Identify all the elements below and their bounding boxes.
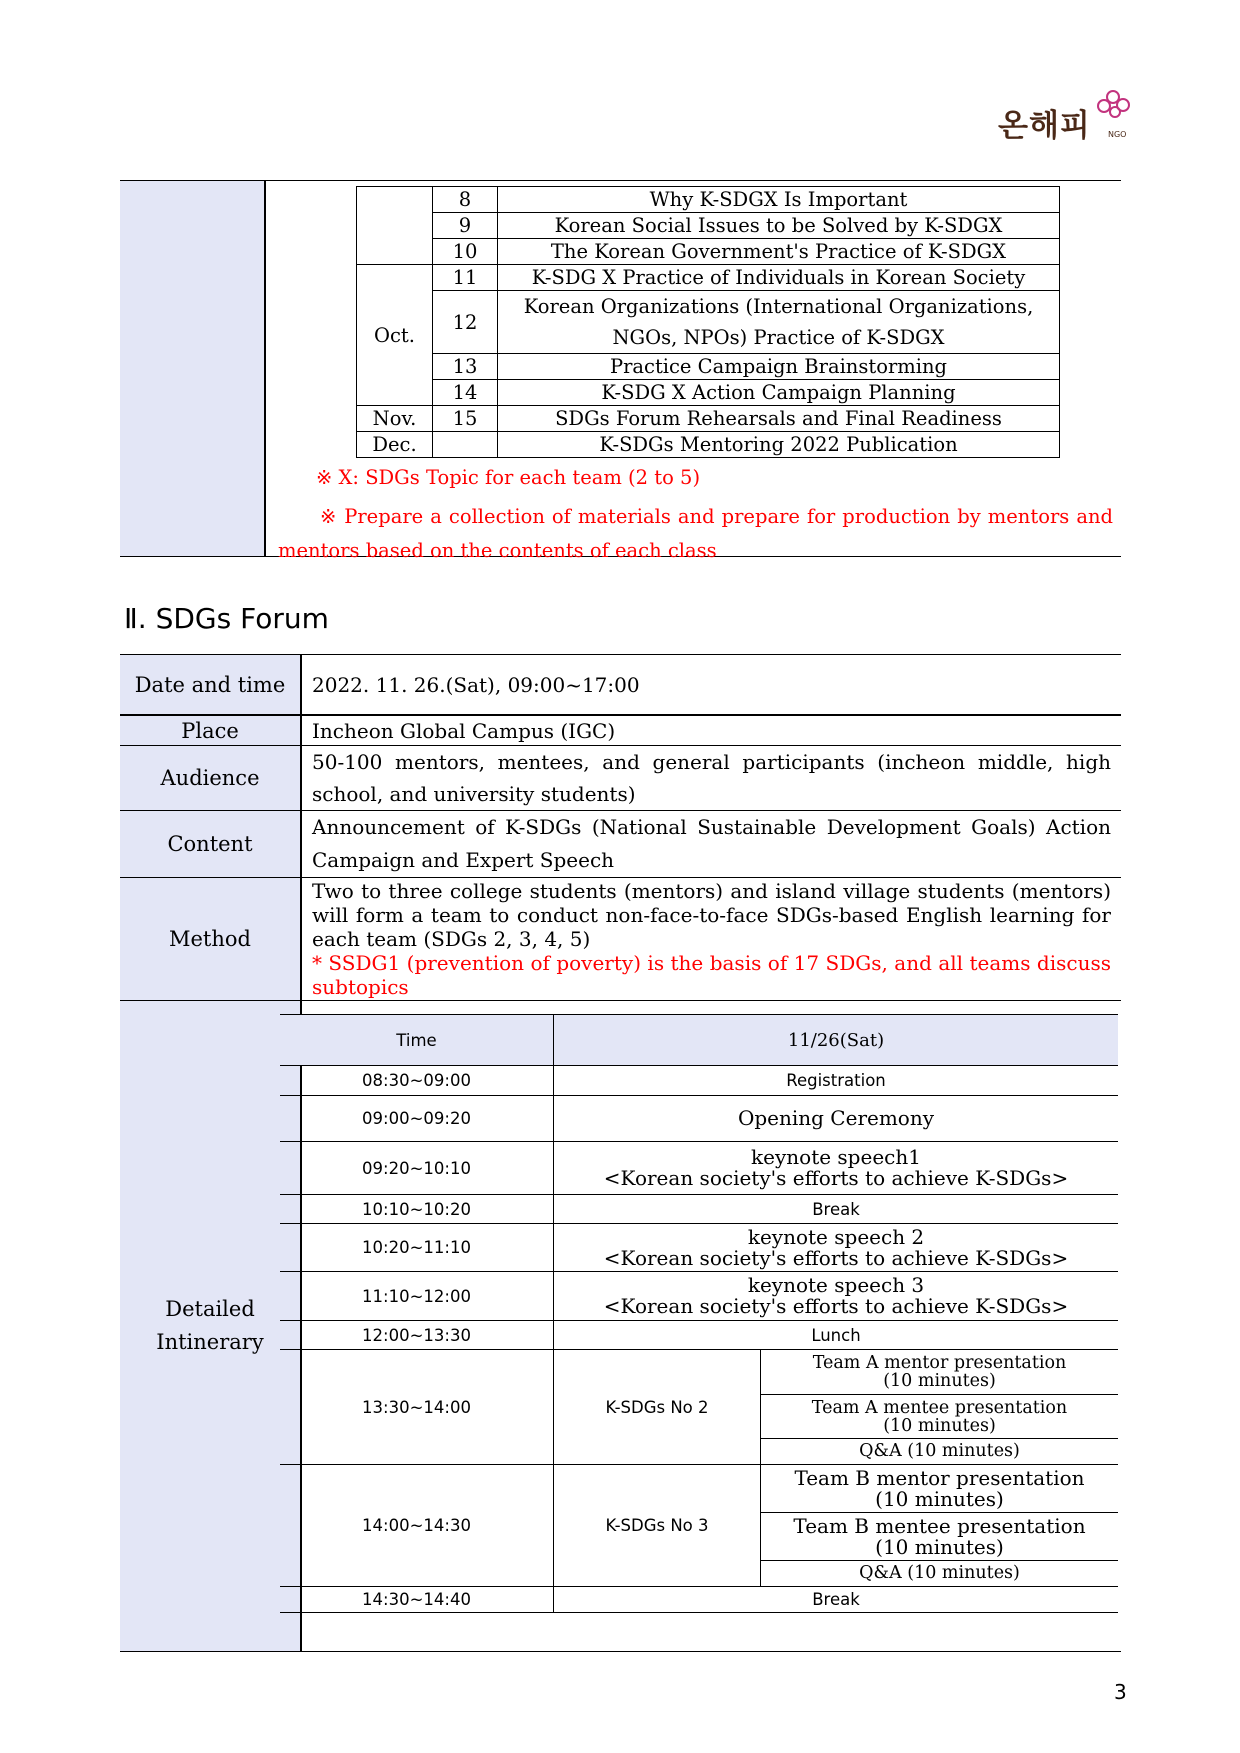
date-label: Date and time	[120, 655, 301, 716]
time-cell: 11:10~12:00	[280, 1272, 554, 1321]
table-row	[280, 1066, 1118, 1096]
session-topic: Why K-SDGX Is Important	[498, 187, 1060, 213]
table-row	[357, 213, 1060, 239]
group-cell: K-SDGs No 2	[554, 1350, 761, 1465]
table-row	[120, 746, 1121, 811]
page-number: 3	[1114, 1680, 1127, 1704]
table-row	[280, 1272, 1118, 1321]
table-row	[357, 380, 1060, 406]
method-label: Method	[120, 878, 301, 1001]
event-subtitle: <Korean society's efforts to achieve K-SDGs>	[603, 1294, 1069, 1318]
table-row	[120, 715, 1121, 746]
table-row	[357, 354, 1060, 380]
table-row	[120, 655, 1121, 716]
table-row	[280, 1224, 1118, 1272]
event-cell: Opening Ceremony	[554, 1096, 1119, 1142]
event-subtitle: <Korean society's efforts to achieve K-SDGs>	[603, 1245, 1069, 1270]
presentation-cell	[761, 1465, 1119, 1513]
presentation-duration: (10 minutes)	[875, 1534, 1004, 1559]
presentation-title: Team A mentor presentation	[812, 1353, 1067, 1373]
table-row	[280, 1321, 1118, 1350]
session-topic: K-SDG X Action Campaign Planning	[498, 380, 1060, 406]
time-cell: 09:20~10:10	[280, 1142, 554, 1195]
event-cell	[554, 1224, 1119, 1272]
session-no: 13	[433, 354, 498, 380]
content-value: Announcement of K-SDGs (National Sustainable Development Goals) Action Campaign and Expert Speech	[312, 815, 1111, 872]
method-value: Two to three college students (mentors) and island village students (mentors) will form a team to conduct non-face-to-face SDGs-based English learning for each team (SDGs 2, 3, 4, 5)	[312, 879, 1111, 951]
note-topic: ※ X: SDGs Topic for each team (2 to 5)	[316, 466, 701, 489]
presentation-title: Team A mentee presentation	[811, 1397, 1068, 1418]
time-cell: 08:30~09:00	[280, 1066, 554, 1096]
session-topic: K-SDG X Practice of Individuals in Korean Society	[498, 265, 1060, 291]
table-row	[357, 239, 1060, 265]
qa-cell: Q&A (10 minutes)	[761, 1439, 1119, 1465]
presentation-title: Team B mentee presentation	[793, 1513, 1086, 1538]
place-value: Incheon Global Campus (IGC)	[312, 718, 616, 743]
ngo-logo	[998, 88, 1130, 148]
logo-sub: NGO	[1108, 130, 1127, 139]
event-subtitle: <Korean society's efforts to achieve K-SDGs>	[603, 1166, 1069, 1190]
table-row	[280, 1096, 1118, 1142]
itinerary-table	[280, 1014, 1118, 1613]
session-topic: K-SDGs Mentoring 2022 Publication	[498, 432, 1060, 458]
section-title: Ⅱ. SDGs Forum	[124, 602, 329, 635]
head-time: Time	[280, 1015, 554, 1066]
presentation-duration: (10 minutes)	[875, 1486, 1004, 1511]
empty-label-cell	[120, 181, 265, 557]
audience-label: Audience	[120, 746, 301, 811]
month-cell: Nov.	[357, 406, 433, 432]
table-row	[357, 432, 1060, 458]
session-no	[433, 432, 498, 458]
event-title: keynote speech 3	[747, 1273, 925, 1297]
event-cell: Break	[554, 1587, 1119, 1613]
session-topic: SDGs Forum Rehearsals and Final Readiness	[498, 406, 1060, 432]
session-no: 12	[433, 291, 498, 354]
event-cell: Registration	[554, 1066, 1119, 1096]
table-row	[357, 265, 1060, 291]
date-value: 2022. 11. 26.(Sat), 09:00~17:00	[312, 672, 640, 697]
time-cell: 14:00~14:30	[280, 1465, 554, 1587]
head-day: 11/26(Sat)	[554, 1015, 1119, 1066]
method-note: * SSDG1 (prevention of poverty) is the basis of 17 SDGs, and all teams discuss subtopics	[312, 951, 1111, 999]
group-cell: K-SDGs No 3	[554, 1465, 761, 1587]
qa-cell: Q&A (10 minutes)	[761, 1561, 1119, 1587]
event-title: keynote speech 2	[747, 1224, 925, 1249]
time-cell: 10:10~10:20	[280, 1195, 554, 1224]
session-no: 8	[433, 187, 498, 213]
event-cell	[554, 1272, 1119, 1321]
event-title: keynote speech1	[751, 1145, 921, 1169]
method-cell	[301, 878, 1121, 1001]
time-cell: 13:30~14:00	[280, 1350, 554, 1465]
audience-value: 50-100 mentors, mentees, and general participants (incheon middle, high school, and university students)	[312, 750, 1111, 806]
table-row	[357, 406, 1060, 432]
time-cell: 09:00~09:20	[280, 1096, 554, 1142]
session-topic: The Korean Government's Practice of K-SDGX	[498, 239, 1060, 265]
place-label: Place	[120, 715, 301, 746]
month-cell: Oct.	[357, 265, 433, 406]
event-cell: Break	[554, 1195, 1119, 1224]
note-materials: ※ Prepare a collection of materials and prepare for production by mentors and mentors based on the contents of each class	[278, 505, 1113, 562]
table-row	[280, 1195, 1118, 1224]
presentation-cell	[761, 1350, 1119, 1395]
logo-text: 온해피	[998, 108, 1091, 144]
table-row	[120, 811, 1121, 878]
session-topic: Practice Campaign Brainstorming	[498, 354, 1060, 380]
session-no: 10	[433, 239, 498, 265]
time-cell: 12:00~13:30	[280, 1321, 554, 1350]
session-no: 11	[433, 265, 498, 291]
event-cell	[554, 1142, 1119, 1195]
schedule-table	[356, 186, 1060, 458]
event-cell: Lunch	[554, 1321, 1119, 1350]
table-row	[357, 187, 1060, 213]
presentation-duration: (10 minutes)	[883, 1371, 996, 1391]
session-no: 9	[433, 213, 498, 239]
session-topic: Korean Social Issues to be Solved by K-SDGX	[498, 213, 1060, 239]
table-row	[357, 291, 1060, 354]
presentation-cell	[761, 1513, 1119, 1561]
month-cell	[357, 187, 433, 265]
session-no: 14	[433, 380, 498, 406]
session-no: 15	[433, 406, 498, 432]
presentation-title: Team B mentor presentation	[794, 1465, 1085, 1490]
table-row	[280, 1015, 1118, 1066]
presentation-duration: (10 minutes)	[883, 1415, 996, 1436]
month-cell: Dec.	[357, 432, 433, 458]
table-row	[280, 1142, 1118, 1195]
presentation-cell	[761, 1395, 1119, 1439]
table-row	[280, 1465, 1118, 1513]
table-row	[280, 1350, 1118, 1395]
time-cell: 14:30~14:40	[280, 1587, 554, 1613]
table-row	[120, 878, 1121, 1001]
clover-icon	[1094, 88, 1132, 122]
itinerary-label: Detailed Intinerary	[120, 1001, 301, 1652]
session-topic: Korean Organizations (International Organizations, NGOs, NPOs) Practice of K-SDGX	[498, 291, 1060, 354]
table-row	[280, 1587, 1118, 1613]
time-cell: 10:20~11:10	[280, 1224, 554, 1272]
content-label: Content	[120, 811, 301, 878]
